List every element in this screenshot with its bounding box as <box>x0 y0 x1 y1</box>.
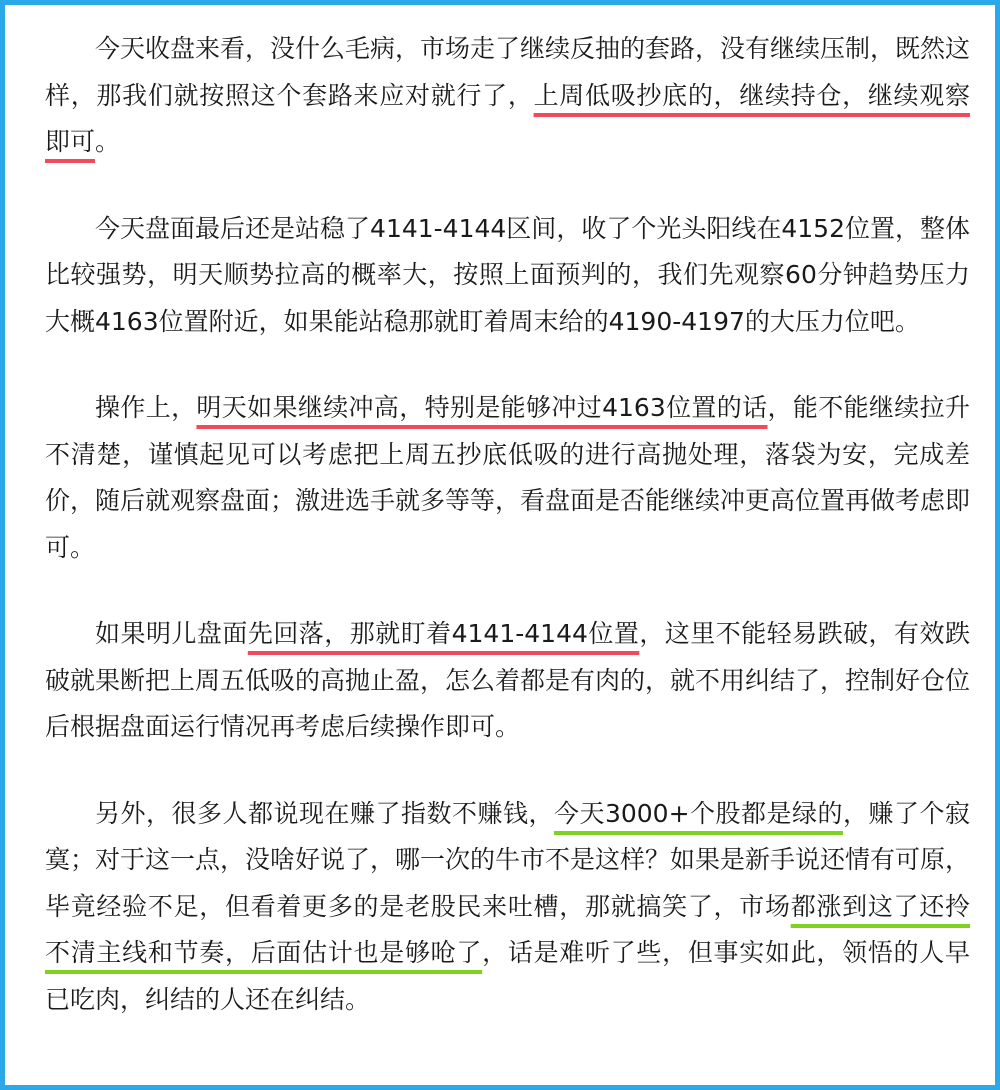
paragraph-5-end: ，话是难听了些，但事实如此，领悟的人早已吃肉，纠结的人还在纠结。 <box>45 938 970 1014</box>
green-underline-highlight-2: 都涨到这了还拎不清主线和节奏，后面估计也是够呛了 <box>45 891 970 967</box>
green-underline-highlight-1: 今天3000+个股都是绿的 <box>553 798 843 828</box>
article-body <box>45 26 970 1063</box>
paragraph-4 <box>45 611 970 751</box>
red-underline-highlight-2: 明天如果继续冲高，特别是能够冲过4163位置的话 <box>196 393 768 422</box>
paragraph-4-start: 如果明儿盘面 <box>95 619 248 648</box>
paragraph-1-end: 。 <box>95 127 121 156</box>
paragraph-5-start: 另外，很多人都说现在赚了指数不赚钱， <box>95 798 554 828</box>
paragraph-3-start: 操作上， <box>95 393 197 422</box>
paragraph-5-text: ，赚了个寂寞；对于这一点，没啥好说了，哪一次的牛市不是这样？如果是新手说还情有可原，毕竟经验不足，但看着更多的是老股民来吐槽，那就搞笑了，市场 <box>45 798 971 921</box>
paragraph-3-text: ，能不能继续拉升不清楚，谨慎起见可以考虑把上周五抄底低吸的进行高抛处理，落袋为安，完成差价，随后就观察盘面；激进选手就多等等，看盘面是否能继续冲更高位置再做考虑即可。 <box>45 393 971 562</box>
paragraph-2 <box>45 206 970 346</box>
paragraph-4-text: ，这里不能轻易跌破，有效跌破就果断把上周五低吸的高抛止盈，怎么着都是有肉的，就不用纠结了，控制好仓位后根据盘面运行情况再考虑后续操作即可。 <box>45 619 971 741</box>
paragraph-1 <box>45 26 970 166</box>
red-underline-highlight-3: 先回落，那就盯着4141-4144位置 <box>247 619 640 648</box>
paragraph-2-text: 今天盘面最后还是站稳了4141-4144区间，收了个光头阳线在4152位置，整体比较强势，明天顺势拉高的概率大，按照上面预判的，我们先观察60分钟趋势压力大概4163位置附近，如果能站稳那就盯着周末给的4190-4197的大压力位吧。 <box>45 213 970 336</box>
paragraph-3 <box>45 385 970 571</box>
paragraph-5 <box>45 791 970 1024</box>
red-underline-highlight-1: 上周低吸抄底的，继续持仓，继续观察即可 <box>45 80 970 156</box>
paragraph-1-text: 今天收盘来看，没什么毛病，市场走了继续反抽的套路，没有继续压制，既然这样，那我们就按照这个套路来应对就行了， <box>45 34 971 110</box>
